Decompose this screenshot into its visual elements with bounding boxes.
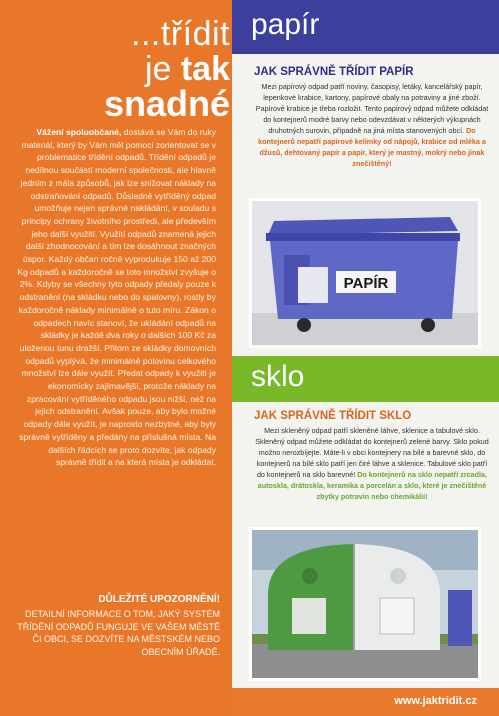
papir-header-bar [232,0,499,54]
sklo-header-bar [232,356,499,402]
papir-body: Mezi papírový odpad patří noviny, časopisy, letáky, kancelářský papír, lepenkové krabice, kartony, papírové obaly na potraviny a jiné zboží. Papírové krabice je třeba rozložit. Tento papírový odpad můžete odkládat do kontejnerů modré barvy nebo odevzdávat v některých výkupnách druhotných surovin, případně na jiná místa stanovených obcí. [255,82,489,135]
notice-title: DŮLEŽITÉ UPOZORNĚNÍ! [98,594,220,605]
intro-greeting: Vážení spoluobčané, [36,127,124,137]
footer-url[interactable]: www.jaktridit.cz [394,695,477,707]
hero-line-3: snadné [103,83,230,124]
hero-line-2-bold: tak [180,50,230,88]
notice-body: DETAILNÍ INFORMACE O TOM, JAKÝ SYSTÉM TŘÍDĚNÍ ODPADŮ FUNGUJE VE VAŠEM MĚSTĚ ČI OBCI, SE DOZVÍTE NA MĚSTSKÉM NEBO OBECNÍM ÚŘADĚ. [17,609,220,657]
papir-text [254,81,490,169]
papir-container-label: PAPÍR [343,275,389,292]
hero-line-2-prefix: je [144,50,181,88]
papir-heading: JAK SPRÁVNĚ TŘÍDIT PAPÍR [254,66,414,78]
sklo-heading: JAK SPRÁVNĚ TŘÍDIT SKLO [254,410,412,422]
papir-highlight: Do kontejnerů nepatří papírové kelímky od nápojů, krabice od mléka a džusů, dehtovaný papír a papír, který je mastný, mokrý nebo jinak znečištěný! [258,126,486,168]
sklo-text [254,425,490,502]
hero-line-1: ...třídit [131,15,230,53]
papir-container-photo [249,198,481,348]
hero-line-2 [60,52,230,86]
sklo-highlight: Do kontejnerů na sklo nepatří zrcadla, autoskla, drátoskla, keramika a porcelán a sklo, které je znečištěné zbytky potravin nebo chemikálií! [257,470,488,501]
intro-text [16,126,216,469]
intro-body: dostává se Vám do ruky materiál, který by Vám měl pomoci zorientovat se v problematice třídění odpadů. Třídění odpadů je nedílnou součástí moderní společnosti, ale hlavně jedním z mála způsobů, jak lze snižovat náklady na odstraňování odpadů. Důsledně vytříděný odpad umožňuje nejen správné nakládání, v souladu s principy ochrany životního prostředí, ale především jeho další využití. Využití odpadů znamená jejich další zhodnocování a tím lze dosáhnout značných úspor. Každý občan ročně vyprodukuje 150 až 200 Kg odpadů a každoročně se toto množství zvyšuje o 2%. Kdyby se všechny tyto odpady předaly pouze k odstranění (na skládku nebo do spalovny), rostly by každoročně náklady minimálně o tuto míru. Zákon o odpadech navíc stanoví, že ukládání odpadů na skládky je každé dva roky o dalších 100 Kč za uloženou tunu dražší. Přitom ze skládky domovních odpadů vyplývá, že minimálně polovinu celkového množství lze dále využít. Předat odpady k využití je ekonomicky zajímavější, protože náklady na zpracování vytříděného odpadu jsou nižší, než na jejich odstranění. Avšak pouze, aby bylo možné odpady dále využít, je naprosto nezbytné, aby byly správně vytříděny a předány na příslušná místa. Na dalších řádcích se proto dozvíte, jak odpady správně třídit a na která místa je odkládat. [17,127,216,468]
sklo-container-photo [249,527,481,681]
papir-header: papír [251,8,320,41]
left-column [0,0,232,716]
paper-container-icon [252,201,478,345]
glass-container-icon [252,530,478,678]
notice-box [16,593,220,658]
hero-title [60,16,230,122]
sklo-header: sklo [251,360,305,393]
footer-bar [232,688,499,716]
sklo-body: Mezi skleněný odpad patří skleněné láhve, sklenice a tabulové sklo. Skleněný odpad můžete odkládat do kontejnerů zelené barvy. Sklo pokud možno nerozbíjejte. Máte-li v obci kontejnery na bílé a barevné sklo, do kontejnerů na bílé sklo patří jen čiré láhve a sklenice. Tabulové sklo patří do kontejnerů na sklo barevné! [255,426,489,479]
section-divider [232,348,499,356]
